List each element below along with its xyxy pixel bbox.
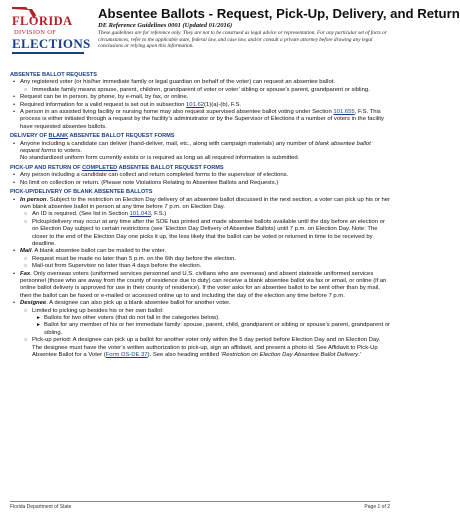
circle-icon: ○ xyxy=(24,337,28,344)
list-item: • Required information for a valid request is set out in subsection 101.62(1)(a)-(b), F.S. xyxy=(13,101,242,108)
bullet-dot-icon: • xyxy=(13,101,16,108)
logo-line-division: DIVISION OF xyxy=(14,29,57,36)
list-item: ○ Pickup/delivery may occur at any time after the SOE has printed and made absentee ballots available until the day before an election or on Election Day subject to certain restrictions (see ‘Election Day Delivery of Absentee Ballots) until 7 p.m. on Election Day. Note: The closer to the end of the Election Day one picks it up, the less likely that the ballot can be voted or returned in time to be received by deadline. xyxy=(24,218,385,247)
bullet-dot-icon: • xyxy=(13,140,16,147)
list-item: • Any person including a candidate can collect and return completed forms to the supervisor of elections. xyxy=(13,172,289,179)
footer-department: Florida Department of State xyxy=(10,504,72,510)
disclaimer-text: These guidelines are for reference only. They are not to be construed as legal advice or representation. For any particular set of facts or circumstances, refer to the applicable state, federal law, and case law, and/or consult a private attorney before drawing any legal conclusions or relying upon this information. xyxy=(98,30,387,50)
bullet-dot-icon: • xyxy=(13,109,16,116)
document-header xyxy=(6,4,460,70)
list-item: • A person in an assisted living facility or nursing home may also request supervised absentee ballot voting under Section 101.655, F.S. This process is either initiated through a request by the facility’s administrator or by the Supervisor of Elections if a number of voters in the facility have requested absentee ballots. xyxy=(13,109,384,130)
list-item: ► Ballots for two other voters (that do not fall in the categories below). xyxy=(36,315,220,321)
circle-icon: ○ xyxy=(24,307,28,314)
list-item: • Request can be in person, by phone, by e-mail, by fax, or online. xyxy=(13,94,189,101)
bullet-dot-icon: • xyxy=(13,196,16,203)
form-link-ds-de-37[interactable]: Form DS-DE 37 xyxy=(105,352,148,359)
list-item: • No limit on collection or return. (Please note Violations Relating to Absentee Ballots and Requests.) xyxy=(13,179,279,186)
circle-icon: ○ xyxy=(24,263,28,270)
list-item: ○ Mail-out from Supervisor no later than 4 days before the election. xyxy=(24,263,202,270)
list-item: ○ Limited to picking up besides his or her own ballot: xyxy=(24,307,164,314)
bullet-dot-icon: • xyxy=(13,270,16,277)
page-footer xyxy=(10,501,390,510)
list-item: ○ An ID is required. (See list in Section 101.043, F.S.) xyxy=(24,211,167,218)
document-body xyxy=(10,70,390,359)
list-item: • In person. Subject to the restriction on Election Day delivery of an absentee ballot discussed in the next section, a voter can pick up his or her own blank absentee ballot in person at any time before 7 p.m. on Election Day. xyxy=(13,196,390,210)
list-item: ○ Request must be made no later than 5 p.m. on the 6th day before the election. xyxy=(24,255,237,262)
statute-link-101-655[interactable]: 101.655 xyxy=(333,109,355,116)
section-heading-blank-request-forms: DELIVERY OF BLANK ABSENTEE BALLOT REQUEST FORMS xyxy=(10,133,175,140)
footer-page-number: Page 1 of 2 xyxy=(364,504,390,510)
triangle-right-icon: ► xyxy=(36,322,41,329)
list-note: No standardized uniform form currently exists or is required as long as all required information is submitted. xyxy=(20,155,300,162)
circle-icon: ○ xyxy=(24,211,28,218)
list-item: • Mail. A blank absentee ballot can be mailed to the voter. xyxy=(13,248,167,255)
triangle-right-icon: ► xyxy=(36,315,41,321)
circle-icon: ○ xyxy=(24,218,28,225)
section-heading-blank-ballots: PICK-UP/DELIVERY OF BLANK ABSENTEE BALLOTS xyxy=(10,189,153,196)
logo-line-florida: FLORIDA xyxy=(12,14,73,28)
section-heading-requests: ABSENTEE BALLOT REQUESTS xyxy=(10,72,98,78)
list-item: ○ Immediate family means spouse, parent, children, grandparent of voter or voter’ sibling or spouse’s parent, grandparent or sibling. xyxy=(24,86,370,93)
section-heading-completed-request-forms: PICK-UP AND RETURN OF COMPLETED ABSENTEE BALLOT REQUEST FORMS xyxy=(10,164,224,171)
logo-underline xyxy=(12,52,84,54)
florida-elections-logo xyxy=(8,6,92,64)
list-item: ○ Pick-up period: A designee can pick up a ballot for another voter only within the 5 day period before Election Day and on Election Day. The designee must have the voter’s written authorization to pick-up, sign an affidavit, and present a photo id. See Affidavit to Pick-Up Absentee Ballot for a Voter (Form DS-DE 37). See also heading entitled ‘Restriction on Election Day Absentee Ballot Delivery.’ xyxy=(24,337,381,359)
circle-icon: ○ xyxy=(24,255,28,262)
statute-link-101-043[interactable]: 101.043 xyxy=(129,211,151,218)
list-item: • Anyone including a candidate can deliver (hand-deliver, mail, etc., along with campaign materials) any number of blank absentee ballot request forms to voters. xyxy=(13,140,371,155)
bullet-dot-icon: • xyxy=(13,94,16,101)
bullet-dot-icon: • xyxy=(13,300,16,307)
circle-icon: ○ xyxy=(24,86,28,93)
guideline-subtitle: DE Reference Guidelines 0001 (Updated 01/2016) xyxy=(98,22,233,29)
list-item: • Fax. Only overseas voters (uniformed services personnel and U.S. civilians who are overseas) and absent stateside uniformed services personnel (those who are away from the county of residence due to duty) can receive a blank absentee ballot via fax or email, or online (if an online ballot delivery is approved for use in their county of residence). If the voter asks for an absentee ballot to be sent other than by mail, then the ballot can be faxed or e-mailed or accessed online up to and including the day of the election any time before 7 p.m. xyxy=(13,270,387,299)
bullet-dot-icon: • xyxy=(13,248,16,255)
logo-line-elections: ELECTIONS xyxy=(12,36,91,51)
list-item: • Designee. A designee can also pick up a blank absentee ballot for another voter. xyxy=(13,300,231,307)
bullet-dot-icon: • xyxy=(13,172,16,179)
bullet-dot-icon: • xyxy=(13,179,16,186)
statute-link-101-62[interactable]: 101.62 xyxy=(186,101,205,108)
bullet-dot-icon: • xyxy=(13,79,16,86)
list-item: • Any registered voter (or his/her immediate family or legal guardian on behalf of the voter) can request an absentee ballot. xyxy=(13,79,335,86)
list-item: ► Ballot for any member of his or her immediate family: spouse, parent, child, grandparent or sibling or spouse’s parent, grandparent or sibling. xyxy=(36,322,390,336)
page-title: Absentee Ballots - Request, Pick-Up, Delivery, and Return xyxy=(98,6,460,21)
